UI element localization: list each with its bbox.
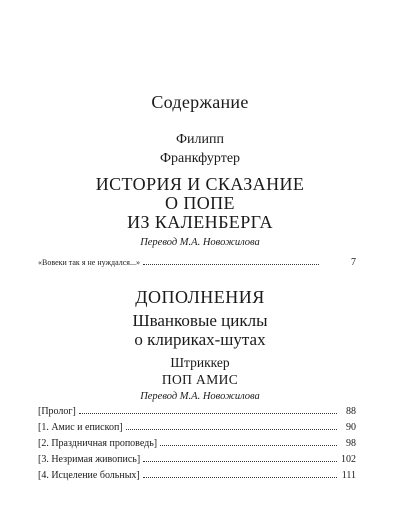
toc-entry[interactable] [38, 437, 356, 450]
author-first-name: Филипп [175, 132, 224, 147]
dot-leader [79, 405, 337, 414]
toc-entry[interactable] [38, 453, 356, 466]
dot-leader [143, 453, 337, 462]
translator-credit: Перевод М.А. Новожилова [140, 237, 260, 248]
toc-entry-label: [4. Исцеление больных] [38, 470, 140, 481]
dot-leader [143, 469, 337, 478]
toc-entry-label: «Вовеки так я не нуждался...» [38, 258, 140, 267]
dot-leader [143, 256, 319, 265]
work-title-line-1: ИСТОРИЯ И СКАЗАНИЕ [95, 174, 305, 194]
toc-entry[interactable] [38, 469, 356, 482]
toc-entry[interactable] [38, 256, 356, 269]
translator-credit: Перевод М.А. Новожилова [140, 391, 260, 402]
toc-entry-page: 102 [341, 454, 356, 465]
toc-entry-label: [Пролог] [38, 406, 76, 417]
work-title-line-2: О ПОПЕ [165, 193, 235, 213]
toc-entry-label: [2. Праздничная проповедь] [38, 438, 158, 449]
toc-entry[interactable] [38, 421, 356, 434]
toc-entry[interactable] [38, 405, 356, 418]
author-name: Штриккер [170, 355, 230, 370]
section-title: ДОПОЛНЕНИЯ [135, 287, 265, 307]
toc-entry-page: 90 [346, 422, 356, 433]
page-title: Содержание [151, 92, 249, 112]
toc-entry-label: [3. Незримая живопись] [38, 454, 141, 465]
toc-entry-page: 88 [346, 406, 356, 417]
dot-leader [160, 437, 337, 446]
work-title-line-3: ИЗ КАЛЕНБЕРГА [127, 212, 273, 232]
work-title: ПОП АМИС [161, 372, 239, 387]
author-last-name: Франкфуртер [159, 151, 241, 166]
dot-leader [126, 421, 337, 430]
toc-entry-label: [1. Амис и епископ] [38, 422, 123, 433]
toc-entry-page: 111 [341, 470, 356, 481]
section-subtitle-line-2: о клириках-шутах [134, 330, 266, 349]
toc-entry-page: 7 [351, 257, 356, 268]
section-subtitle-line-1: Шванковые циклы [132, 311, 268, 330]
toc-entry-page: 98 [346, 438, 356, 449]
